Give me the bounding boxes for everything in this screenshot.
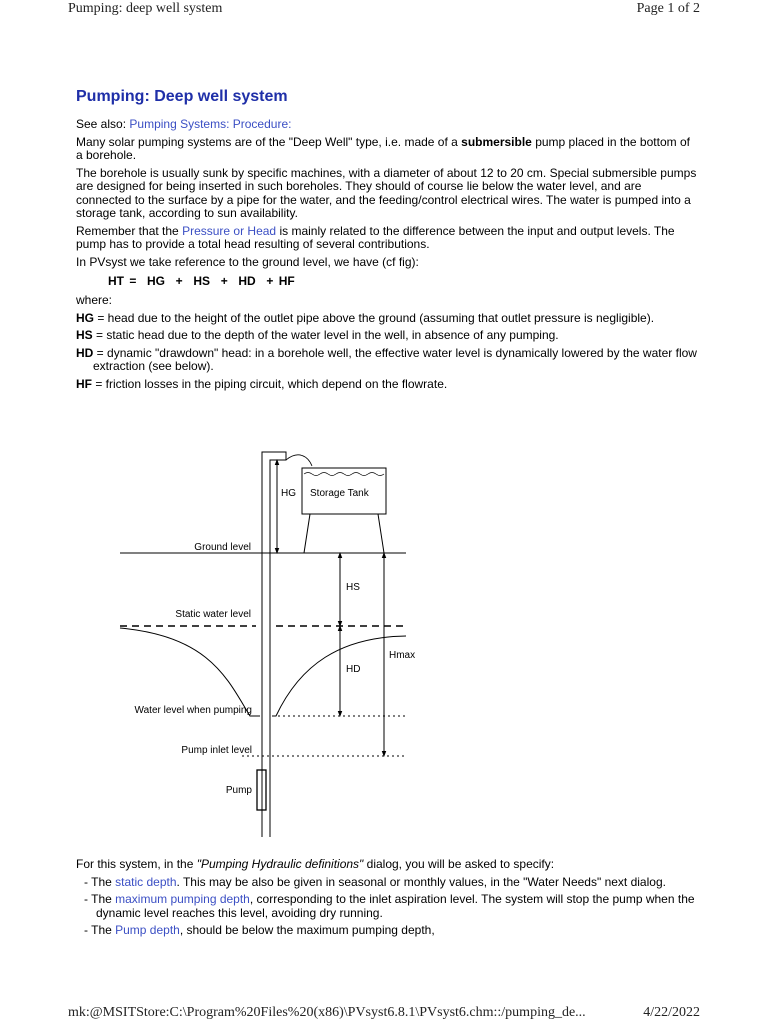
- static-water-label: Static water level: [175, 609, 251, 620]
- footer-url: mk:@MSITStore:C:\Program%20Files%20(x86)\PVsyst6.8.1\PVsyst6.chm::/pumping_de...: [68, 1005, 586, 1020]
- paragraph-intro: Many solar pumping systems are of the "Deep Well" type, i.e. made of a submersible pump placed in the bottom of a borehole.: [76, 134, 690, 162]
- head-equation: HT = HG + HS + HD + HF: [108, 274, 295, 288]
- pump-depth-link[interactable]: Pump depth: [115, 923, 180, 937]
- page-title: Pumping: Deep well system: [76, 88, 288, 105]
- print-header: [0, 0, 768, 20]
- hd-label: HD: [346, 664, 361, 675]
- inlet-level-label: Pump inlet level: [181, 745, 252, 756]
- footer-date: 4/22/2022: [643, 1005, 700, 1020]
- specification-section: [76, 858, 698, 942]
- procedure-link[interactable]: Pumping Systems: Procedure:: [129, 117, 292, 131]
- hg-label: HG: [281, 488, 296, 499]
- tank-leg-right: [378, 514, 384, 553]
- pressure-head-link[interactable]: Pressure or Head: [182, 223, 277, 238]
- dialog-intro: For this system, in the "Pumping Hydraulic definitions" dialog, you will be asked to specify:: [76, 857, 555, 871]
- print-footer: [0, 1004, 768, 1024]
- cone-right: [272, 636, 406, 716]
- pipe-outlet-curve: [286, 455, 312, 466]
- where-label: where:: [76, 293, 113, 307]
- see-also: [76, 118, 698, 132]
- cone-left: [120, 628, 260, 716]
- hmax-label: Hmax: [389, 650, 416, 661]
- definition-hf: HF = friction losses in the piping circuit, which depend on the flowrate.: [76, 376, 448, 391]
- list-item-max-depth: - The maximum pumping depth, corresponding to the inlet aspiration level. The system will stop the pump when the dynamic level reaches this level, avoiding dry running.: [84, 892, 695, 920]
- max-pumping-depth-link[interactable]: maximum pumping depth: [115, 892, 250, 906]
- see-also-label: See also:: [76, 117, 127, 131]
- storage-tank-label: Storage Tank: [310, 488, 369, 499]
- paragraph-head: Remember that the Pressure or Head is mainly related to the difference between the input and output levels. The pump has to provide a total head resulting of several contributions.: [76, 223, 675, 251]
- submersible-term: submersible: [461, 134, 532, 149]
- definition-hs: HS = static head due to the depth of the water level in the well, in absence of any pumping.: [76, 328, 559, 342]
- list-item-static-depth: - The static depth. This may be also be given in seasonal or monthly values, in the "Water Needs" next dialog.: [84, 874, 666, 889]
- pumping-level-label: Water level when pumping: [134, 705, 252, 716]
- tank-water: [304, 473, 384, 476]
- list-item-pump-depth: - The Pump depth, should be below the maximum pumping depth,: [84, 923, 435, 937]
- article: [76, 88, 698, 395]
- definition-hg: HG = head due to the height of the outlet pipe above the ground (assuming that outlet pressure is negligible).: [76, 310, 655, 325]
- static-depth-link[interactable]: static depth: [115, 874, 177, 889]
- page-number: Page 1 of 2: [636, 1, 700, 16]
- tank-leg-left: [304, 514, 310, 553]
- definition-hd: HD = dynamic "drawdown" head: in a borehole well, the effective water level is dynamically lowered by the water flow extraction (see below).: [76, 345, 697, 373]
- paragraph-borehole: The borehole is usually sunk by specific machines, with a diameter of about 12 to 20 cm. Special submersible pumps are designed for being inserted in such boreholes. They should of course lie below the water level, and are connected to the surface by a pipe for the water, and the feeding/control electrical wires. The water is pumped into a storage tank, according to sun availability.: [76, 165, 697, 220]
- paragraph-reference: In PVsyst we take reference to the ground level, we have (cf fig):: [76, 254, 419, 269]
- well-figure: [110, 440, 440, 840]
- hs-label: HS: [346, 582, 360, 593]
- ground-level-label: Ground level: [194, 542, 251, 553]
- deep-well-diagram: [110, 440, 440, 840]
- header-title: Pumping: deep well system: [68, 1, 223, 16]
- pump-label: Pump: [225, 785, 252, 796]
